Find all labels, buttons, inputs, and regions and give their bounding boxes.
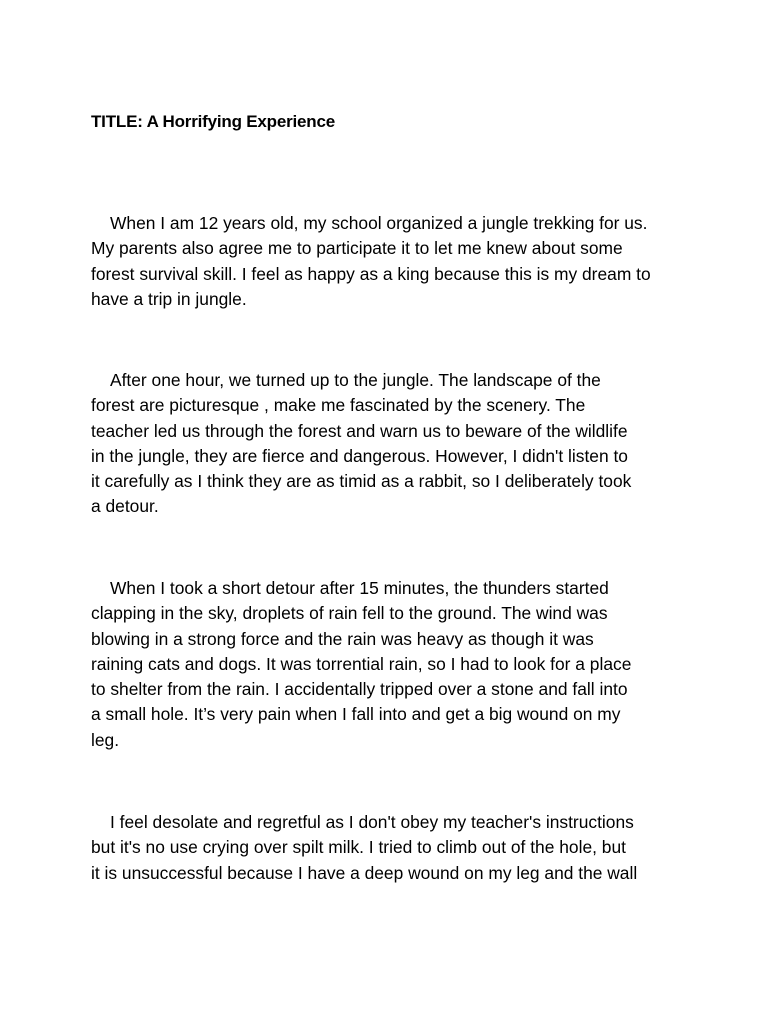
paragraph-4 (91, 810, 681, 886)
document-title: TITLE: A Horrifying Experience (91, 112, 336, 131)
paragraph-line: a small hole. It’s very pain when I fall into and get a big wound on my (91, 704, 621, 725)
paragraph-line: raining cats and dogs. It was torrential rain, so I had to look for a place (91, 653, 632, 674)
paragraph-1 (91, 211, 681, 312)
paragraph-line: forest survival skill. I feel as happy as a king because this is my dream to (91, 263, 651, 284)
paragraph-line: When I took a short detour after 15 minutes, the thunders started (110, 578, 609, 598)
paragraph-line: but it's no use crying over spilt milk. I tried to climb out of the hole, but (91, 837, 626, 858)
paragraph-line: forest are picturesque , make me fascinated by the scenery. The (91, 395, 586, 416)
paragraph-2 (91, 368, 681, 520)
paragraph-line: to shelter from the rain. I accidentally tripped over a stone and fall into (91, 679, 628, 700)
paragraph-line: My parents also agree me to participate it to let me knew about some (91, 238, 623, 259)
paragraph-line: a detour. (91, 496, 159, 517)
paragraph-line: When I am 12 years old, my school organized a jungle trekking for us. (110, 213, 648, 233)
paragraph-line: clapping in the sky, droplets of rain fell to the ground. The wind was (91, 603, 608, 624)
paragraph-line: have a trip in jungle. (91, 288, 247, 309)
paragraph-line: it is unsuccessful because I have a deep wound on my leg and the wall (91, 862, 638, 883)
paragraph-line: I feel desolate and regretful as I don't obey my teacher's instructions (110, 812, 634, 832)
paragraph-line: teacher led us through the forest and warn us to beware of the wildlife (91, 420, 628, 441)
paragraph-line: After one hour, we turned up to the jungle. The landscape of the (110, 370, 601, 390)
paragraph-line: leg. (91, 729, 120, 750)
paragraph-line: it carefully as I think they are as timid as a rabbit, so I deliberately took (91, 471, 632, 492)
paragraph-line: in the jungle, they are fierce and dangerous. However, I didn't listen to (91, 445, 628, 466)
paragraph-3 (91, 576, 681, 753)
paragraph-line: blowing in a strong force and the rain was heavy as though it was (91, 628, 594, 649)
